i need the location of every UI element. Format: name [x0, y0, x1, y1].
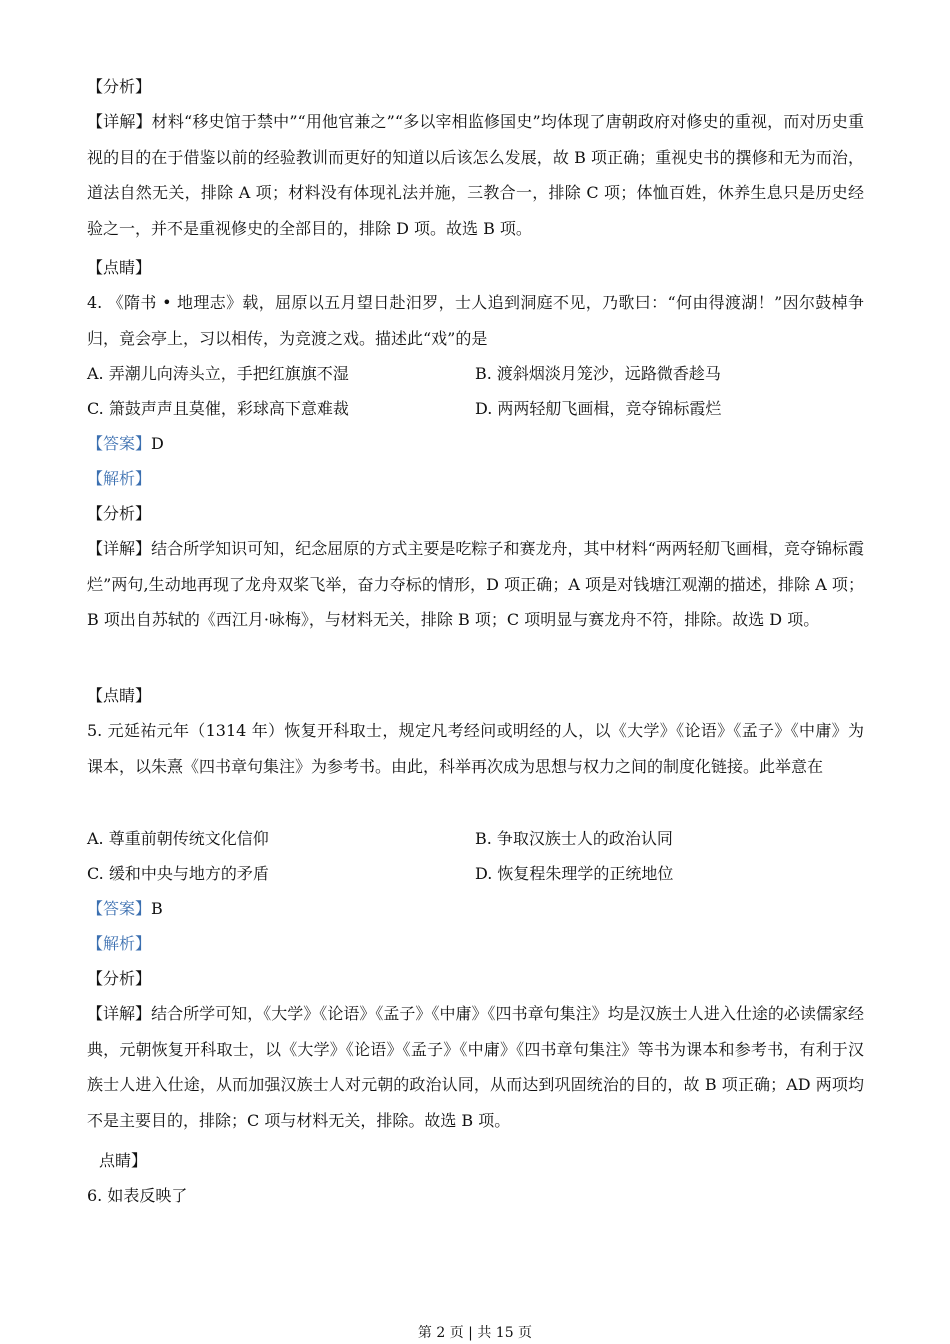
q4-answer: [87, 433, 164, 455]
q4-stem: 4. 《隋书 • 地理志》载，屈原以五月望日赴汨罗，士人追到洞庭不见，乃歌曰：“何由得渡湖！”因尔鼓棹争归，竟会亭上，习以相传，为竞渡之戏。描述此“戏”的是: [87, 293, 864, 348]
q4-option-d: D. 两两轻舠飞画楫，竞夺锦标霞烂: [475, 399, 722, 418]
q3-detail: 【详解】材料“移史馆于禁中”“用他官兼之”“多以宰相监修国史”均体现了唐朝政府对修史的重视，而对历史重视的目的在于借鉴以前的经验教训而更好的知道以后该怎么发展，故 B 项正确；重视史书的撰修和无为而治，道法自然无关，排除 A 项；材料没有体现礼法并施，三教合一，排除 C 项；体恤百姓，休养生息只是历史经验之一，并不是重视修史的全部目的，排除 D 项。故选 B 项。: [87, 112, 864, 238]
q5-option-a: A. 尊重前朝传统文化信仰: [87, 829, 269, 848]
q4-analysis-label: 【分析】: [87, 504, 152, 523]
q5-analysis-label: 【分析】: [87, 969, 152, 988]
q4-option-c: C. 箫鼓声声且莫催，彩球高下意难裁: [87, 399, 349, 418]
q5-option-d: D. 恢复程朱理学的正统地位: [475, 864, 674, 883]
q5-option-c: C. 缓和中央与地方的矛盾: [87, 864, 269, 883]
q5-comment-label: 点睛】: [99, 1151, 148, 1170]
q3-analysis-label: 【分析】: [87, 77, 152, 96]
q5-option-b: B. 争取汉族士人的政治认同: [475, 829, 673, 848]
q4-option-b: B. 渡斜烟淡月笼沙，远路微香趁马: [475, 364, 721, 383]
q4-explanation-label: 【解析】: [87, 469, 152, 488]
q3-comment-label: 【点睛】: [87, 258, 152, 277]
q5-answer: [87, 898, 163, 920]
page-footer: 第 2 页 | 共 15 页: [417, 1325, 533, 1341]
q5-stem: 5. 元延祐元年（1314 年）恢复开科取士，规定凡考经问或明经的人，以《大学》《论语》《孟子》《中庸》为课本，以朱熹《四书章句集注》为参考书。由此，科举再次成为思想与权力之间的制度化链接。此举意在: [87, 721, 864, 776]
q5-answer-label: 【答案】: [87, 899, 152, 918]
q6-stem: 6. 如表反映了: [87, 1186, 188, 1205]
q5-detail: 【详解】结合所学可知，《大学》《论语》《孟子》《中庸》《四书章句集注》均是汉族士人进入仕途的必读儒家经典，元朝恢复开科取士，以《大学》《论语》《孟子》《中庸》《四书章句集注》等书为课本和参考书，有利于汉族士人进入仕途，从而加强汉族士人对元朝的政治认同，从而达到巩固统治的目的，故 B 项正确；AD 两项均不是主要目的，排除；C 项与材料无关，排除。故选 B 项。: [87, 1004, 864, 1130]
q4-option-a: A. 弄潮儿向涛头立，手把红旗旗不湿: [87, 364, 349, 383]
q4-answer-value: D: [151, 434, 164, 453]
q4-detail: 【详解】结合所学知识可知，纪念屈原的方式主要是吃粽子和赛龙舟，其中材料“两两轻舠飞画楫，竞夺锦标霞烂”两句,生动地再现了龙舟双桨飞举，奋力夺标的情形，D 项正确；A 项是对钱塘江观潮的描述，排除 A 项；B 项出自苏轼的《西江月·咏梅》，与材料无关，排除 B 项；C 项明显与赛龙舟不符，排除。故选 D 项。: [87, 539, 864, 629]
q5-answer-value: B: [151, 899, 163, 918]
q4-answer-label: 【答案】: [87, 434, 152, 453]
q5-explanation-label: 【解析】: [87, 934, 152, 953]
q4-comment-label: 【点睛】: [87, 686, 152, 705]
